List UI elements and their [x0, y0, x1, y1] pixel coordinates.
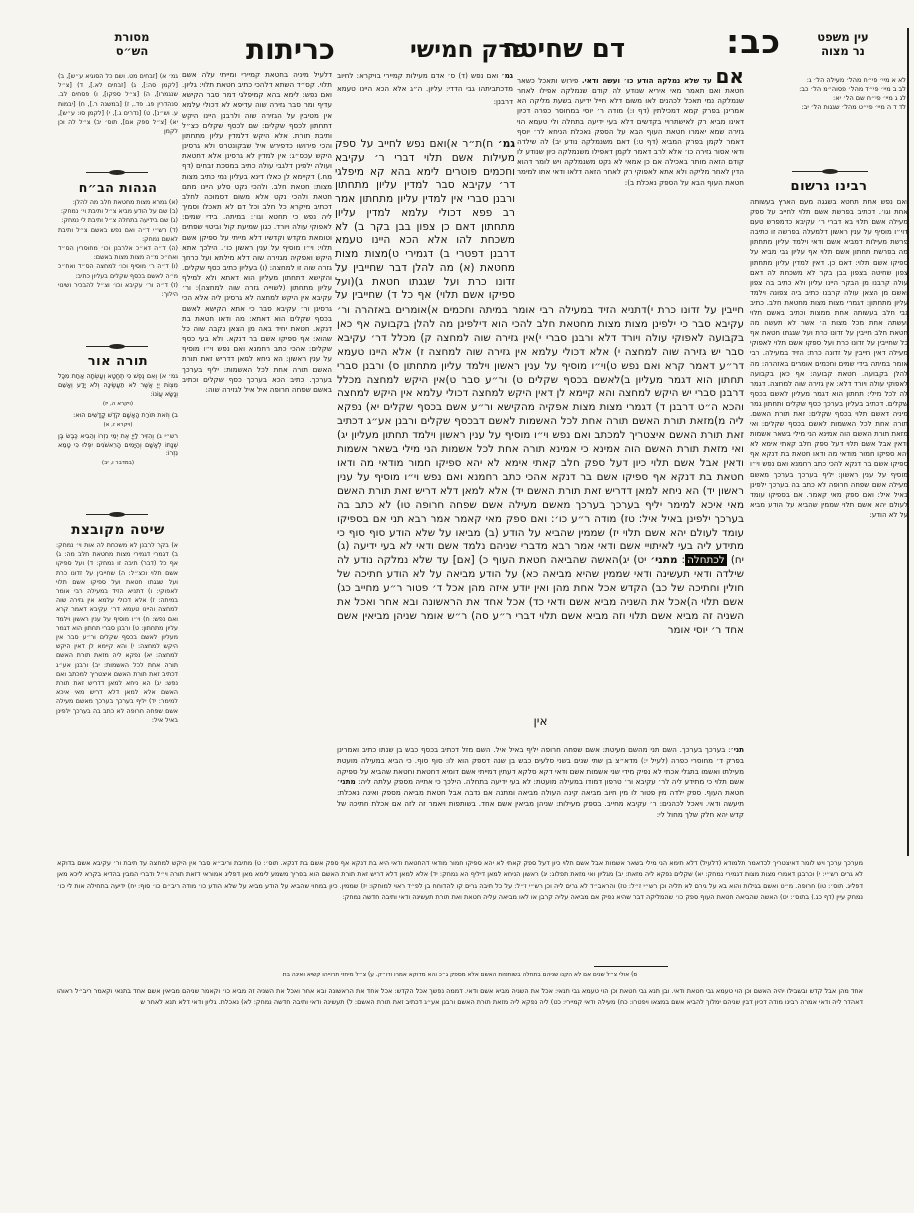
- bach-entry: (ג) שם בידיעה בתחלה צ״ל ותיבת לי נמחק:: [61, 217, 178, 225]
- ein-mishpat-entries: [752, 76, 906, 170]
- masoret-heading-line1: מסורת: [114, 30, 150, 44]
- bach-entry: (ז) ד״ה ור׳ עקיבא וכו׳ וצ״ל להבכיר ושינוי הילוך:: [58, 281, 178, 299]
- masoret-heading-line2: הש״ס: [115, 44, 149, 58]
- daf-number: כב:: [726, 22, 782, 61]
- shita-mekubetzet-title: שיטה מקובצת: [71, 522, 165, 538]
- gemara-main-column: [337, 304, 744, 710]
- torah-or-entries: [58, 372, 178, 508]
- ein-mishpat-entry: לד ד ה מיי׳ פי״ט מהל׳ שגגות הל׳ יב:: [801, 103, 906, 111]
- bach-entry: (ד) רש״י ד״ה ואם נפש באשם צ״ל ותיבת לאשם נמחק:: [58, 226, 178, 243]
- mishnah-text: יט) יג)האשה שהביאה חטאת העוף כ) [אם] עד שלא נמלקה נודע לה שילדה ודאי תעשינה ודאי שממין שהיא מביאה כא) על הודע מביאה על לא הודע חתיכה של חולין וחתיכה של כב) הקדש אכל אחת מהן ואין יודע איזה מהן אכל ד׳ פטור ר״ע מחייב כג) אשם תלוי ה)אכל את השניה מביא אשם ודאי כד) אכל אחד את הראשונה ובא אחר ואכל את השניה זה מביא אשם תלוי וזה מביא אשם תלוי דברי ר״ע סה) ר״ש אומר שניהן מביאין אשם אחד ר׳ יוסי אומר: [337, 554, 744, 636]
- tosafot-body: פירוש ותאכל כשאר חטאת ואם תאמר מאי איריא שנודע לה קודם שנמלקה אפילו לאחר שנמלקה נמי תאכל לכהנים לאו משום דלא חייל ידיעה בשעת מליקה הא אמרינן בפרק קמא דמכילתין (דף ו:) מודה ר׳ יוסי במחוסר כפרה דכיון דאינו מביא רק לאישתרויי בקדשים דלא בעי ידיעה בתחלה ולי טעמא הוי גזירה שמא יאמרו חטאת העוף הבא על הספק נאכלת הניחא לר׳ יוסף דאמר לקמן בפרק המביא (דף ט:) דאם משנמלקה נודע יב) לה שילדה ודאי אסור גזירה כו׳ אלא לרב דאמר לקמן דאפילו משנמלקה כיון שנודע לו קודם הזאה מותר באכילה אם כן אמאי לא נקט משנמלקה ויש לומר דהוא הדין לאחר מליקה ולא אתא לאפוקי רק לאחר הזאה דלאו ודאי אתו למימר חטאת העוף הבא על הספק נאכלת ב):: [517, 76, 744, 187]
- gemara-separator: :: [677, 554, 686, 567]
- perek-label: פרק חמישי: [410, 37, 528, 63]
- hagahot-bach-title: הגהות הב״ח: [78, 180, 158, 195]
- perek-name: דם שחיטה: [502, 34, 626, 64]
- ornament-divider: [792, 171, 868, 172]
- shita-mekubetzet-text: א) בקר לרבנן לא משכחת לה אות וי׳ נמחק: ב) דגמרי דגמירי מצות מחטאת חלב מה: ג) אף כל (דבר) תיבה זו נמחק: ד) ועל ספיקו אשם תלוי וכצ״ל: ה) שחייבין על זדונו כרת ועל שגגתו חטאת ועל ספיקו אשם תלוי לאפוקי: ו) דתניא הזיד במעילה רבי אומר במיתה: ז) אלא דכולי עלמא אין גזירה שוה למחצה והיינו טעמא דר׳ עקיבא דאמר קרא ואם נפש: ח) וי״ו מוסיף על ענין ראשון וילמד עליון מתחתון: ט) ורבנן סברי תחתון הוא דגמר מעליון לאשם בכסף שקלים ור״ע סבר אין היקש למחצה: י) והא קיימא לן דאין היקש למחצה: יא) נפקא ליה מזאת תורת האשם תורה אחת לכל האשמות: יב) ורבנן אע״ג דכתיב זאת תורת האשם איצטריך למכתב ואם נפש: יג) הא ניחא למאן דדריש זאת תורת האשם אלא למאן דלא דריש מאי איכא למימר: יד) יליף בערכך בערכך מאשם מעילה אשם שפחה חרופה לא כתב בה בערכך ילפינן באיל איל:: [56, 542, 178, 724]
- torah-or-verse: ב) וְזֹאת תּוֹרַת הָאָשָׁם קֹדֶשׁ קָדָשִׁים הוּא:: [73, 410, 178, 419]
- catchword: אין: [533, 714, 548, 728]
- tosafot-block: [517, 66, 744, 302]
- tosafot-dibbur-hamatchil: עד שלא נמלקה הודע כו׳ ועשה ודאי.: [581, 76, 716, 85]
- bottom-commentary-text: חטאת העוף. ספק ילדה מין פטור לו מין חיוב מביאה קינה העולה מביאה ומתנה אם נדבה אבל חטאת מביאה מספק ואינה נאכלת: תיעשה ודאי. ויאכל לכהנים: ר׳ עקיבא מחייב. בספק מעילות: שניהן מביאין אשם אחד. בשותפות ויאמר זה לזה אם אכלת חתיכה של קדש יהא חלק שלך מחול לי:: [337, 788, 744, 819]
- gemara-narrow-column: [335, 138, 515, 302]
- inner-commentary-column: דלעיל מיניה בחטאת קמיירי ומייתי עלה אשם תלוי. קס״ד השתא דלהכי כתיב חטאת תלוי: גליון. ואם נפש: לימא בהא קמיפלגי דמר סבר הקישא עדיף ומר סבר גזירה שוה עדיפא לא דכולי עלמא אין מטיבין על הגזירה שוה ולרבנן היינו היקש דתחתון לכסף שקלים: שם לכסף שקלים כצ״ל ותיבת תורת. אלא היקש דלמדין עליון מתחתון והכי פירושו כדפירש איל שבקונטרס ולא גרסינן היקש עכס״ג: אין למדין לא גרסינן אלא דחטאת ועולה ילפינן דלגבי עולה כתיב במסכת זבחים (דף מח.) דקיימא לן כאלו דינא בעליון נמי כתיב מצות מצות: חטאת חלב. ולהכי נקט סלע היינו מתם חטאת ולהכי נקט אלא משום דסמוכה לחלב דכתיב מיקרא כל חלב וכל דם לא תאכלו וסמיך ליה נפש כי תחטא וגו׳: במיתה. בידי שמים: לאפוקי עולה ויורד. כגון שמיעת קול וביטוי שפתים וטומאת מקדש וקדשיו דלא מייתי על ספיקן אשם תלוי: וי״ו מוסיף על ענין ראשון כו׳. הילכך אתא היקש ואפקיה מגזירה שוה דלא מילתא ועל כרחך גזרה שוה זו למחצה: (ו) בעליון כתיב כסף שקלים. והקישא דתחתון מעליון הוא דאתא ולא למילף עליון מתחתון (לשוייה גזרה שוה למחצה): ור׳ עקיבא אין היקש למחצה לא גרסינן ליה אלא הכי גרסינן ור׳ עקיבא סבר כי אתא הקישא לאשם בכסף שקלים הוא דאתא: מה ודאו חטאת בת דנקא. חטאת יחיד באה מן הצאן נקבה שוה כל שהוא: אף ספיקו אשם בר דנקא. ולא בעי כסף שקלים: אהכי כתב רחמנא ואם נפש וי״ו מוסיף על ענין ראשון: הא ניחא למאן דדריש זאת תורת האשם תורה אחת לכל האשמות: יליף בערכך בערכך. כתיב הכא בערכך כסף שקלים וכתיב באשם שפחה חרופה איל איל לגזירה שוה:: [182, 70, 332, 394]
- mishnah-lead-word: מתני׳: [650, 554, 678, 567]
- bottom-notes-paragraph: אחד מהן אבל קדש ובשבילו יהיה האשם וכן הוי טעמא גבי חטאת ודאי. ובן תנא גבי חטאת וכן הוי טעמא גבי תנאי: אכל את השניה מביא אשם ודאי. דממה נפשך אכל הקדש: אכל אחד את הראשונה ובא אחר ואכל את השניה זה מביא כו׳ וקאמר שניהם מביאין אשם אחד בתנאי וקאמר ריב״ל ראוהו דאהדר ליה ודאי אמרה רבינו מודה דכיון דבין שניהם ימלוך להביא אשם במצאו ויפטרו: כח) מעילה ודאי קמיירי: כט) ליה נפקא ליה מזאת תורת האשם ורבנן אע״ג דכתיב זאת תורת האשם: ל) תעשינה ודאי ותיבה חדשה נמחק: לא) נאכלת. גליון ודאי דלא תנא לאחר ש: [57, 987, 863, 1007]
- gemara-text: חייבין על זדונו כרת י)דתניא הזיד במעילה רבי אומר במיתה וחכמים א)אומרים באזהרה ור׳ עקיבא סבר כי ילפינן מצות מצות מחטאת חלב להכי הוא דילפינן מה להלן בקבועה אף כאן בקבועה לאפוקי עולה ויורד דלא ורבנן סברי י)אין גזירה שוה למחצה ק) מכלל דר׳ עקיבא סבר יש גזירה שוה למחצה י) אלא דכולי עלמא אין גזירה שוה למחצה ז) אלא היינו טעמא דר״ע דאמר קרא ואם נפש ט)וי״ו מוסיף על ענין ראשון וילמד עליון מתחתון ס) ורבנן סברי תחתון הוא דגמר מעליון ב)לאשם בכסף שקלים ט) ור״ע סבר ט)אין היקש למחצה מכלל דרבנן סברי יש היקש למחצה והא קיימא לן דאין היקש למחצה דכולי עלמא אין היקש למחצה והכא ה״ט דרבנן ד) דגמרי מצות מצות אפקיה מהקישא ור״ע אשם בכסף שקלים יא) נפקא ליה מ)מזאת תורת האשם תורה אחת לכל האשמות לאשם דבכסף שקלים ורבנן אע״ג דכתיב זאת תורת האשם איצטריך למכתב ואם נפש וי״ו מוסיף על ענין ראשון וילמד תחתון מעליון יג) ואי מזאת תורת האשם הוה אמינא כי אמינא תורה אחת לכל אשמות הני מילי בשאר אשמות ודאין אבל אשם תלוי כיון דעל ספק חלב קאתי אימא לא יהא ספיקו חמור מודאי מה ודאו חטאת בת דנקא אף ספיקו אשם בר דנקא אהכי כתב רחמנא ואם נפש וי״ו מוסיף על ענין ראשון יד) הא ניחא למאן דדריש זאת תורת האשם יד) אלא למאן דלא דריש זאת תורת האשם מאי איכא למימר יליף בערכך בערכך מאשם מעילה אשם שפחה חרופה טו) לא כתב בה בערכך ילפינן באיל איל: טז) מודה ר״ע כו׳: ואם ספק מאי קאמר אמר רבא תני אם בספיקו עומד לעולם יהא אשם תלוי יז) שממין שהביא על הודע (ב) מביאו על שלא הודע סוף סוף כי מתידע ליה בעי לאיתויי אשם ודאי אמר רבא מדברי שניהם נלמד אשם ודאי לא בעי ידיעה (ג) יח): [337, 304, 744, 567]
- torah-or-verse: רש״י ג) וְהִזִּיר לַיְיָ אֶת יְמֵי נִזְרוֹ וְהֵבִיא כֶּבֶשׂ בֶּן שְׁנָתוֹ לְאָשָׁם וְהַיָּמִים הָרִאשֹׁנִים יִפְּלוּ כִּי טָמֵא נִזְרוֹ:: [58, 431, 178, 458]
- ornament-divider: [86, 514, 148, 515]
- ornament-divider: [86, 346, 148, 347]
- masoret-entries: גמ׳ א) [זבחים מט. ושם כל הסוגיא ע״ש], ב) [לקמן סה:], ג) [זבחים לא.], ד) [צ״ל שנגמרו], ה) [צ״ל ספקו], ו) פסחים לב. סנהדרין פג. פד., ז) [במשנה ר.], ח) [יבמות ע. וש״נ], ט) [נדרים ג.], י) [לקמן סו: ע״ש], יא) [צ״ל ספק אם], תוס׳ יב) צ״ל לה וכן לקמן: [58, 73, 178, 136]
- ein-mishpat-entry: לא א מיי׳ פי״ח מהל׳ מעילה הל׳ ג:: [806, 76, 906, 84]
- gemara-narrow-text: ח)ת״ר א)ואם נפש לחייב על ספק מעילות אשם תלוי דברי ר׳ עקיבא וחכמים פוטרים לימא בהא קא מיפלגי דר׳ עקיבא סבר למדין עליון מתחתון ורבנן סברי אין למדין עליון מתחתון אמר רב פפא דכולי עלמא למדין עליון מתחתון דאם כן צפון בבן בקר ב) לא משכחת להו אלא הכא היינו טעמא דרבנן דפטרי ב) דגמירי ט)מצות מצות מחטאת (א) מה להלן דבר שחייבין על זדונו כרת ועל שגגתו חטאת ג)(ועל ספיקו אשם תלוי) אף כל ד) שחייבין על: [335, 138, 515, 302]
- rabbeinu-gershom-title: רבינו גרשום: [790, 179, 868, 194]
- masechet-name: כריתות: [246, 33, 335, 66]
- ein-mishpat-heading-line1: עין משפט: [817, 30, 869, 44]
- top-left-commentary-text: ואם נפש (ד) ס׳ אדם מעילות קמיירי בויקרא: לחיוב מדכתביתהו גבי הדדי: עליון. ה״ג אלא הכא היינו טעמא דרבנן:: [337, 71, 513, 106]
- torah-or-source: (במדבר ו, יב): [101, 460, 135, 467]
- ein-mishpat-entry: לג ג מיי׳ פי״ח שם הל׳ יא:: [833, 94, 906, 102]
- bach-entry: (א) גמרא מצות מחטאת חלב מה להלן:: [72, 199, 178, 206]
- gemara-lead-word: גמ׳: [501, 71, 513, 80]
- ein-mishpat-heading-line2: נר מצוה: [821, 44, 865, 58]
- matni-lead-word: מתני׳: [337, 777, 356, 787]
- notes-divider-rule: [594, 966, 668, 967]
- ein-mishpat-heading: [793, 30, 893, 58]
- bach-entry: (ו) ד״ה ר׳ מוסיף וכו׳ למחצה הס״ד ואח״כ מ״ה לאשם בכסף שקלים בעליון כתיב:: [58, 263, 178, 280]
- gemara-lead-word: גמ׳: [497, 138, 515, 150]
- bach-entry: (ב) שם על הודע מביא צ״ל ותיבת וי׳ נמחק:: [60, 208, 178, 216]
- masoret-heading: [88, 30, 176, 58]
- bottom-notes-paragraph: מערכך ערכך ויש לומר דאיצטריך לכדאמר תלמודא (דלעיל) דלא תימא הני מילי בשאר אשמות אבל אשם תלוי כיון דעל ספק קאתי לא יהא ספיקו חמור מודאי דהחטאת ודאי היא בת דנקא אף ספק אשם בת דנקא. תוס׳: ט) מתיבת וריב״א סבר אין היקש למחצה עד תיבת ור׳ עקיבא אשם בדוקא לא גרים רש״י: י) וכרבנן דאמרי מצות מצות דגמירי נמחק: יא) שקלים נפקא ליה מזאת: יב) מגליון ואי מזאת תפלוג: יג) ראשון הניחא למאן דיליף הא נמחק: יד) אלא למאן דלא דריש זאת תורת האשם הוא בפריך משמע לימא מאן דפליג אמוראי דזאת תורה וי״ל ודברי המבין בהדיא בקרא ליכא מאן דפליג. תוס׳: טו) חרופה. מ״ט ואשם בגילות והוא בא על גירם לא תליה וכן רש״י ז״ל: טז) והראב״ד לא גרים ליה וכן רש״י ז״ל: על כל תיבה גרים קו להדוחח בן לפ״ד ראוי למוחקו: יז) שממין. כיון במחוי שהביא על הודע מביא על שלא הודע כו׳ מודה ריב״ם כו׳ סוף: יח) ידיעה בתחילה אות לי כו׳ נמחק עיין (דף כג.) בתוס׳: יט) האשה שהביאה חטאת העוף ספק כו׳ שהמליקה דבר שהיא נפיק אם מביאה עליה קרבן או לאו מביאה עליה חטאת ואת תורת תעשינה ודאי ותיבה חדשה נמחק:: [57, 859, 863, 901]
- ein-mishpat-entry: לב ב מיי׳ פי״ד מהל׳ פסוה״מ הל׳ כב:: [799, 85, 906, 93]
- torah-or-title: תורה אור: [87, 354, 149, 369]
- tosafot-opening-word: אם: [715, 66, 744, 88]
- bottom-commentary-lead: תני׳: [730, 745, 744, 754]
- bottom-commentary-block: [337, 745, 744, 851]
- torah-or-source: (ויקרא ז, א): [103, 421, 133, 428]
- bottom-notes-interline: ס) אולי צ״ל שנים אם לא הקנו שניהם בתחלה בשותפות האשם אלא מספק ג״כ והא מדוקא אמרו ודו״ק. ע) צ״ל מיחזי תרוייהו קשיא ואינה בת: [282, 972, 638, 978]
- ornament-divider: [86, 172, 148, 173]
- bach-entry: (ה) ד״ה דא״כ אלרבנן וכו׳ מחוסרין הס״ד ואח״כ מ״ה מצות מצות באשם:: [58, 245, 178, 262]
- hagahot-bach-entries: [58, 198, 178, 338]
- torah-or-verse: גמ׳ א) וְאִם נֶפֶשׁ כִּי תֶחֱטָא וְעָשְׂתָה אַחַת מִכָּל מִצְוֹת יְיָ אֲשֶׁר לֹא תֵעָשֶׂינָה וְלֹא יָדַע וְאָשֵׁם וְנָשָׂא עֲוֹנוֹ:: [58, 372, 178, 398]
- top-left-commentary-block: [337, 70, 513, 134]
- bottom-commentary-text: : בערכך בערכך. השם תני מהשם מעיטת: אשם שפחה חרופה יליף באיל איל. השם מזל דכתיב בכסף כבש בן שנתו כתיב ואמרינן בפרק ד׳ מחוסרי כפרה (לעיל י:) מדא״צ בן שתי שנים בשני סלעים כבש בן שנה דספק הוא לו: סוף סוף. כי הביא במעילה מועטת מעילתו ואשמו בתגלי אכתי לא נפיק מידי שני אשמות אשם ודאי דקא סלקא דעתין דמייתי אשם דומיא דחטאת וחטאת שהביא על ספיקה אשם תלוי כי מתידע ליה לר׳ עקיבא ור׳ טרפון דמודו במעילה מועטת: לא בעי ידיעה בתחלה. הילכך כי אתייה מספק עלתה ליה:: [337, 745, 744, 787]
- highlighted-word: לכתחלה: [687, 554, 725, 567]
- rabbeinu-gershom-text: ואם נפש אחת תחטא בשגגה מעם הארץ בעשותה אחת וגו׳. דכתיב בפרשת אשם תלוי לחייב על ספק מעילה אשם תלוי בא דברי ר׳ עקיבא כדמפרש טעם דוי״ו מוסיף על ענין ראשון דלמעלה בפרשה זו כתיבה פרשת מעילות דמביא אשם ודאי וילמד עליון מתחתון מה בפרשת תחתון אשם תלוי אף עליון גבי מביא על ספיקו אשם תלוי: דאם כן. דאין למדין עליון מתחתון צפון שחיטה בצפון בבן בקר לא משכחת לה דאם עולה קרבנו מן הבקר היינו עליון ולא כתיב בה צפון ואשם מן הצאן עולה קרבנו כתיב ביה צפונה וילמד עליון מתחתון: דגמרי מצות מצות מחטאת חלב. כתיב גבי חלב בעשותה אחת ממצות וכתיב באשם תלוי ועשתה אחת מכל מצות ה׳ אשר לא תעשה מה חטאת חלב חייבין על זדונו כרת ועל שגגתו חטאת אף כל שחייבין על זדונו כרת ועל ספקו אשם תלוי לאפוקי מעילה דאין חייבין על זדונה כרת: הזיד במעילה. רבי אומר במיתה בידי שמים וחכמים אומרים באזהרה: מה להלן בקבועה. חטאת קבועה: אף כאן בקבועה לאפוקי עולה ויורד דלא: אין גזירה שוה למחצה. דגמר לה לכל מילי: תחתון הוא דגמר מעליון לאשם בכסף שקלים. דכתיב בעליון בערכך כסף שקלים ותחתון גמר מיניה דאשם תלוי בכסף שקלים: זאת תורת האשם. תורה אחת לכל האשמות לאשם בכסף שקלים: ואי מזאת תורת האשם הוה אמינא הני מילי בשאר אשמות ודאין אבל אשם תלוי דעל ספק חלב קאתי אימא לא יהא ספיקו חמור מודאי מה ודאו חטאת בת דנקא אף ספיקו אשם בר דנקא להכי כתב רחמנא ואם נפש וי״ו מוסיף על ענין ראשון: יליף בערכך בערכך מאשם מעילה אשם שפחה חרופה לא כתב בה בערכך ילפינן באיל איל: ואם ספק מאי קאמר. אם בספיקו עומד לעולם יהא אשם תלוי שממין שהביא על הודע מביא על לא הודע:: [750, 198, 908, 519]
- torah-or-source: (ויקרא ה, יז): [102, 400, 134, 407]
